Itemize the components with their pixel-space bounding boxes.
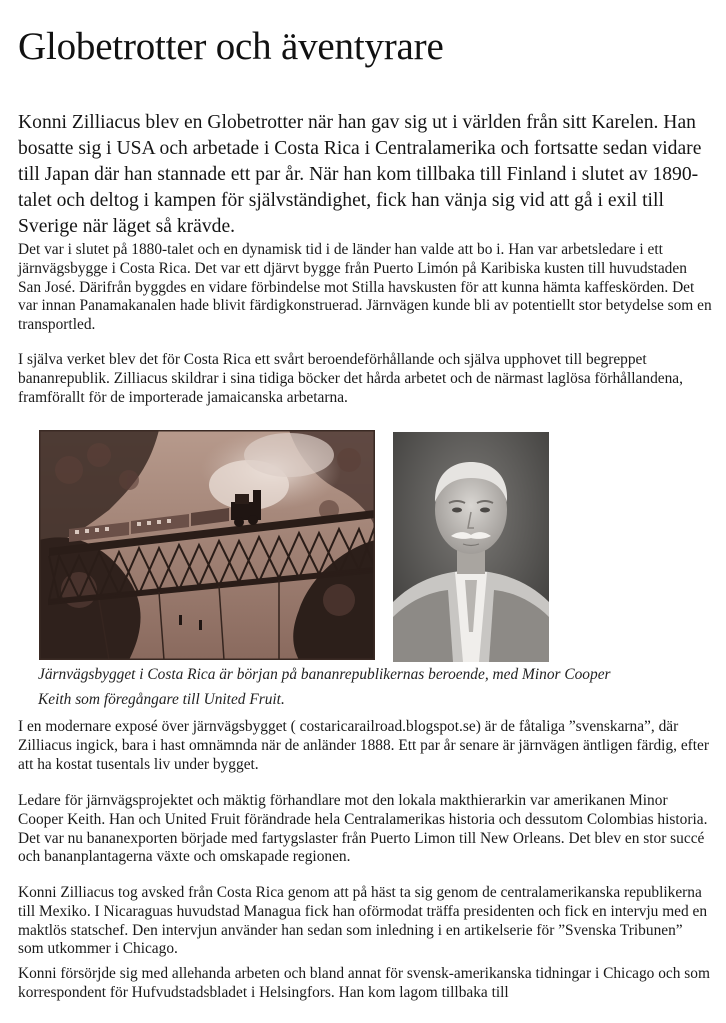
paragraph-leaving-costa-rica: Konni Zilliacus tog avsked från Costa Rica genom att på häst ta sig genom de centralamerikanska republikerna till Mexiko. I Nicaraguas huvudstad Managua fick han oförmodat träffa presidenten och fick en intervju med en maktlös statschef. Den intervjun använder han sedan som inledning i en artikelserie för ”Svenska Tribunen” som utkommer i Chicago. (18, 884, 708, 958)
caption-line-1: Järnvägsbygget i Costa Rica är början på bananrepublikernas beroende, med Minor Cooper (38, 666, 611, 683)
paragraph-minor-cooper-keith: Ledare för järnvägsprojektet och mäktig förhandlare mot den lokala makthierarkin var amerikanen Minor Cooper Keith. Han och United Fruit förändrade hela Centralamerikas historia och dessutom Colombias historia. Det var nu bananexporten började med fartygslaster från Puerto Limon till New Orleans. Det blev en stor succé och bananplantagerna växte och omskapade regionen. (18, 792, 708, 866)
paragraph-railway-build: Det var i slutet på 1880-talet och en dynamisk tid i de länder han valde att bo i. Han var arbetsledare i ett järnvägsbygge i Costa Rica. Det var ett djärvt bygge från Puerto Limón på Karibiska kusten till huvudstaden San José. Därifrån byggdes en vidare förbindelse mot Stilla havskusten för att kunna hämta kaffeskörden. Det var innan Panamakanalen hade blivit färdigkonstruerad. Järnvägen kunde bli av potentiellt stor betydelse som en transportled. (18, 241, 712, 334)
photo-caption (38, 662, 708, 712)
paragraph-banana-republic: I själva verket blev det för Costa Rica ett svårt beroendeförhållande och själva upphovet till begreppet bananrepublik. Zilliacus skildrar i sina tidiga böcker det hårda arbetet och de närmast laglösa förhållandena, framförallt för de importerade jamaicanska arbetarna. (18, 351, 683, 406)
paragraph-chicago-correspondent: Konni försörjde sig med allehanda arbeten och bland annat för svensk-amerikanska tidningar i Chicago och som korrespondent för Hufvudstadsbladet i Helsingfors. Han kom lagom tillbaka till (18, 965, 710, 1001)
intro-paragraph: Konni Zilliacus blev en Globetrotter när han gav sig ut i världen från sitt Karelen. Han bosatte sig i USA och arbetade i Costa Rica i Centralamerika och fortsatte sedan vidare till Japan där han stannade ett par år. När han kom tillbaka till Finland i slutet av 1890-talet och deltog i kampen för självständighet, fick han vänja sig vid att gå i exil till Sverige när läget så krävde. (18, 112, 702, 237)
portrait-photo-minor-cooper-keith (393, 432, 549, 662)
train-bridge-illustration (39, 430, 375, 660)
paragraph-modern-expose: I en modernare exposé över järnvägsbygget ( costaricarailroad.blogspot.se) är de fåtaliga ”svenskarna”, där Zilliacus ingick, bara i hast omnämnda när de anländer 1888. Ett par år senare är järnvägen äntligen färdig, efter att ha kostat tusentals liv under bygget. (18, 718, 710, 773)
page-title: Globetrotter och äventyrare (18, 25, 444, 68)
train-bridge-photo (39, 430, 375, 660)
caption-line-2: Keith som föregångare till United Fruit. (38, 691, 285, 708)
portrait-illustration (393, 432, 549, 662)
